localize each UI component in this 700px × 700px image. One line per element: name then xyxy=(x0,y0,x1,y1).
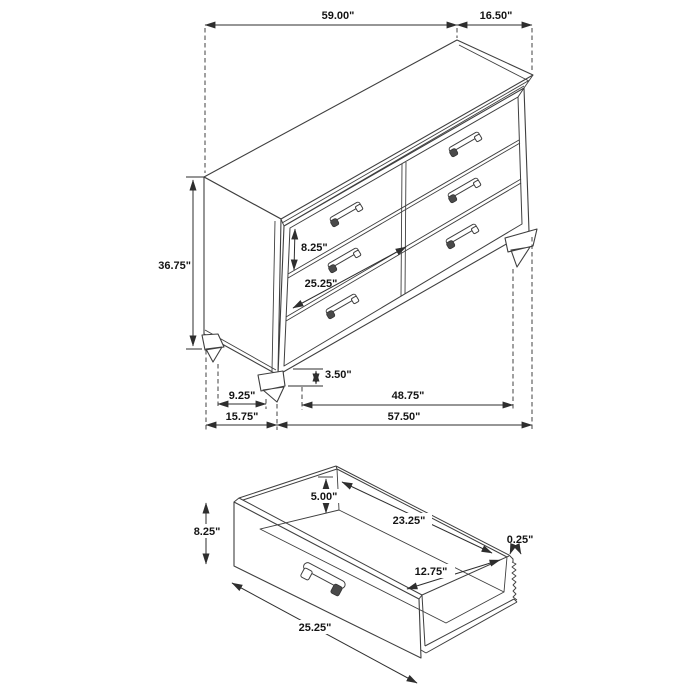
drawer-back-right-end xyxy=(509,555,513,562)
dim-drawer-side-height-label: 5.00" xyxy=(310,491,338,503)
dresser-figure xyxy=(202,40,537,402)
dim-drawer-height-label: 8.25" xyxy=(301,242,328,254)
dim-height xyxy=(158,177,204,349)
dim-drawer-front-height xyxy=(188,503,226,564)
dim-drawer-front-width-label: 25.25" xyxy=(298,622,332,634)
dim-feet-span-label: 48.75" xyxy=(391,390,425,402)
dim-foot-offset-label: 9.25" xyxy=(228,390,256,402)
dim-base-depth-label: 15.75" xyxy=(225,411,259,423)
dim-drawer-wall-thickness xyxy=(507,534,534,554)
drawer-dovetail-joint xyxy=(512,562,517,600)
dim-drawer-inner-width xyxy=(407,560,500,589)
dim-drawer-width-label: 25.25" xyxy=(304,278,338,290)
dim-foot-height xyxy=(288,369,352,386)
dim-drawer-inner-length xyxy=(342,482,492,553)
dim-drawer-wall-thickness-label: 0.25" xyxy=(506,534,534,546)
dim-drawer-inner-width-label: 12.75" xyxy=(414,566,448,578)
dim-base-width-label: 57.50" xyxy=(387,411,421,423)
dim-drawer-front-height-label: 8.25" xyxy=(193,526,221,538)
dim-top-depth-label: 16.50" xyxy=(479,10,513,22)
drawer-back-wall-edges xyxy=(336,466,509,557)
dresser-foot-front-left xyxy=(258,371,285,402)
dim-foot-height-label: 3.50" xyxy=(325,369,352,381)
dim-foot-offset xyxy=(218,364,266,409)
drawer-box-figure xyxy=(234,466,517,658)
dim-height-label: 36.75" xyxy=(158,260,191,272)
dim-top-width-label: 59.00" xyxy=(321,10,355,22)
dim-drawer-inner-length-label: 23.25" xyxy=(392,515,426,527)
